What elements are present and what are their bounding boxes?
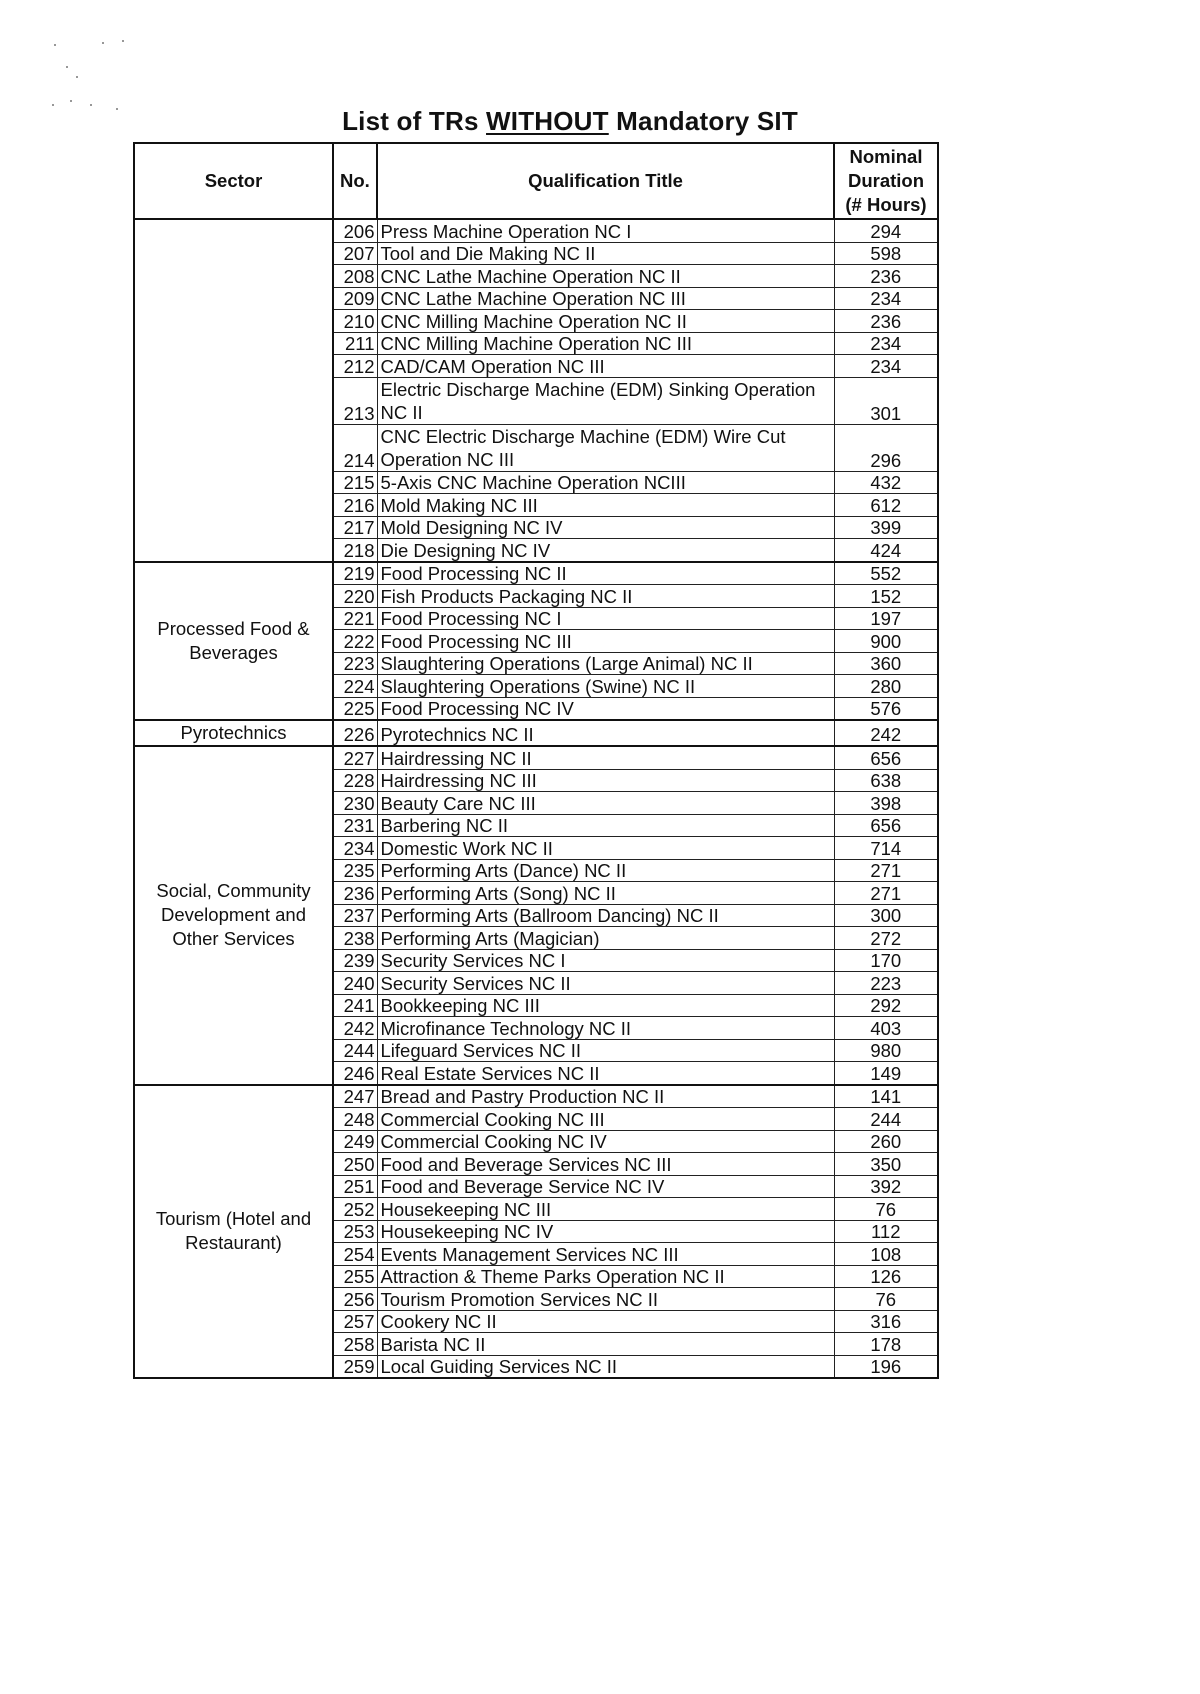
qualification-no-cell: 252 bbox=[333, 1198, 377, 1221]
qualification-no-cell: 234 bbox=[333, 837, 377, 860]
qualification-title-cell: Cookery NC II bbox=[377, 1310, 834, 1333]
qualification-title-cell: Food Processing NC I bbox=[377, 607, 834, 630]
qualification-title-cell: Attraction & Theme Parks Operation NC II bbox=[377, 1265, 834, 1288]
header-qualification-title: Qualification Title bbox=[377, 143, 834, 219]
duration-hours-cell: 399 bbox=[834, 516, 938, 539]
qualification-no-cell: 251 bbox=[333, 1175, 377, 1198]
title-underlined-word: WITHOUT bbox=[486, 106, 609, 136]
qualification-title-cell: Domestic Work NC II bbox=[377, 837, 834, 860]
qualification-title-cell: Slaughtering Operations (Large Animal) NC II bbox=[377, 652, 834, 675]
qualification-title-cell: Lifeguard Services NC II bbox=[377, 1039, 834, 1062]
duration-hours-cell: 242 bbox=[834, 720, 938, 746]
qualification-no-cell: 254 bbox=[333, 1243, 377, 1266]
duration-hours-cell: 292 bbox=[834, 994, 938, 1017]
qualification-title-cell: Food Processing NC IV bbox=[377, 697, 834, 720]
qualification-no-cell: 216 bbox=[333, 494, 377, 517]
duration-hours-cell: 112 bbox=[834, 1220, 938, 1243]
qualification-title-cell: Bread and Pastry Production NC II bbox=[377, 1085, 834, 1108]
header-no: No. bbox=[333, 143, 377, 219]
duration-hours-cell: 76 bbox=[834, 1288, 938, 1311]
duration-hours-cell: 236 bbox=[834, 310, 938, 333]
table-row bbox=[134, 562, 938, 585]
qualification-title-cell: Beauty Care NC III bbox=[377, 792, 834, 815]
qualification-title-cell: Performing Arts (Dance) NC II bbox=[377, 859, 834, 882]
qualification-title-cell: Electric Discharge Machine (EDM) Sinking Operation NC II bbox=[377, 377, 834, 424]
title-part-1: List of TRs bbox=[342, 106, 487, 136]
table-row bbox=[134, 746, 938, 769]
qualification-title-cell: Food Processing NC III bbox=[377, 630, 834, 653]
duration-hours-cell: 398 bbox=[834, 792, 938, 815]
qualification-no-cell: 228 bbox=[333, 769, 377, 792]
duration-hours-cell: 234 bbox=[834, 355, 938, 378]
table-row bbox=[134, 219, 938, 242]
qualification-no-cell: 258 bbox=[333, 1333, 377, 1356]
qualification-title-cell: Local Guiding Services NC II bbox=[377, 1355, 834, 1378]
qualification-no-cell: 224 bbox=[333, 675, 377, 698]
duration-hours-cell: 900 bbox=[834, 630, 938, 653]
qualification-no-cell: 230 bbox=[333, 792, 377, 815]
qualification-no-cell: 239 bbox=[333, 949, 377, 972]
duration-hours-cell: 152 bbox=[834, 585, 938, 608]
qualification-title-cell: Barbering NC II bbox=[377, 814, 834, 837]
qualification-no-cell: 247 bbox=[333, 1085, 377, 1108]
qualification-no-cell: 246 bbox=[333, 1062, 377, 1085]
table-body bbox=[134, 219, 938, 1378]
qualification-title-cell: Microfinance Technology NC II bbox=[377, 1017, 834, 1040]
duration-hours-cell: 108 bbox=[834, 1243, 938, 1266]
qualification-no-cell: 227 bbox=[333, 746, 377, 769]
qualification-title-cell: 5-Axis CNC Machine Operation NCIII bbox=[377, 471, 834, 494]
qualification-title-cell: Security Services NC I bbox=[377, 949, 834, 972]
document-title bbox=[0, 106, 1200, 137]
qualification-no-cell: 235 bbox=[333, 859, 377, 882]
qualification-title-cell: Performing Arts (Song) NC II bbox=[377, 882, 834, 905]
qualification-no-cell: 210 bbox=[333, 310, 377, 333]
duration-hours-cell: 980 bbox=[834, 1039, 938, 1062]
sector-cell: Processed Food & Beverages bbox=[134, 562, 333, 721]
qualification-no-cell: 209 bbox=[333, 287, 377, 310]
qualification-no-cell: 215 bbox=[333, 471, 377, 494]
qualification-no-cell: 208 bbox=[333, 265, 377, 288]
duration-hours-cell: 234 bbox=[834, 287, 938, 310]
qualification-title-cell: Food and Beverage Services NC III bbox=[377, 1153, 834, 1176]
header-sector: Sector bbox=[134, 143, 333, 219]
qualification-title-cell: Slaughtering Operations (Swine) NC II bbox=[377, 675, 834, 698]
duration-hours-cell: 196 bbox=[834, 1355, 938, 1378]
duration-hours-cell: 294 bbox=[834, 219, 938, 242]
duration-hours-cell: 280 bbox=[834, 675, 938, 698]
qualification-no-cell: 223 bbox=[333, 652, 377, 675]
qualification-title-cell: Tool and Die Making NC II bbox=[377, 242, 834, 265]
duration-hours-cell: 656 bbox=[834, 814, 938, 837]
qualification-title-cell: Events Management Services NC III bbox=[377, 1243, 834, 1266]
duration-hours-cell: 149 bbox=[834, 1062, 938, 1085]
qualification-title-cell: CAD/CAM Operation NC III bbox=[377, 355, 834, 378]
duration-hours-cell: 76 bbox=[834, 1198, 938, 1221]
qualification-no-cell: 257 bbox=[333, 1310, 377, 1333]
qualification-title-cell: CNC Electric Discharge Machine (EDM) Wire Cut Operation NC III bbox=[377, 424, 834, 471]
qualification-title-cell: Commercial Cooking NC IV bbox=[377, 1130, 834, 1153]
duration-hours-cell: 296 bbox=[834, 424, 938, 471]
qualification-title-cell: Food Processing NC II bbox=[377, 562, 834, 585]
qualification-title-cell: Performing Arts (Magician) bbox=[377, 927, 834, 950]
duration-hours-cell: 300 bbox=[834, 904, 938, 927]
tr-table bbox=[133, 142, 939, 1379]
qualification-title-cell: CNC Lathe Machine Operation NC III bbox=[377, 287, 834, 310]
qualification-title-cell: Die Designing NC IV bbox=[377, 539, 834, 562]
header-duration-line-1: Nominal bbox=[849, 146, 923, 167]
qualification-title-cell: CNC Milling Machine Operation NC III bbox=[377, 332, 834, 355]
qualification-no-cell: 249 bbox=[333, 1130, 377, 1153]
duration-hours-cell: 260 bbox=[834, 1130, 938, 1153]
duration-hours-cell: 392 bbox=[834, 1175, 938, 1198]
qualification-no-cell: 256 bbox=[333, 1288, 377, 1311]
qualification-no-cell: 213 bbox=[333, 377, 377, 424]
qualification-no-cell: 237 bbox=[333, 904, 377, 927]
qualification-no-cell: 240 bbox=[333, 972, 377, 995]
duration-hours-cell: 234 bbox=[834, 332, 938, 355]
qualification-no-cell: 253 bbox=[333, 1220, 377, 1243]
qualification-no-cell: 214 bbox=[333, 424, 377, 471]
qualification-no-cell: 248 bbox=[333, 1108, 377, 1131]
qualification-no-cell: 221 bbox=[333, 607, 377, 630]
qualification-no-cell: 207 bbox=[333, 242, 377, 265]
title-part-2: Mandatory SIT bbox=[608, 106, 798, 136]
duration-hours-cell: 236 bbox=[834, 265, 938, 288]
duration-hours-cell: 301 bbox=[834, 377, 938, 424]
qualification-no-cell: 226 bbox=[333, 720, 377, 746]
duration-hours-cell: 598 bbox=[834, 242, 938, 265]
duration-hours-cell: 197 bbox=[834, 607, 938, 630]
duration-hours-cell: 350 bbox=[834, 1153, 938, 1176]
qualification-no-cell: 242 bbox=[333, 1017, 377, 1040]
sector-cell: Tourism (Hotel and Restaurant) bbox=[134, 1085, 333, 1379]
duration-hours-cell: 271 bbox=[834, 859, 938, 882]
qualification-title-cell: Hairdressing NC II bbox=[377, 746, 834, 769]
table-row bbox=[134, 1085, 938, 1108]
qualification-title-cell: Housekeeping NC III bbox=[377, 1198, 834, 1221]
qualification-no-cell: 225 bbox=[333, 697, 377, 720]
duration-hours-cell: 141 bbox=[834, 1085, 938, 1108]
qualification-no-cell: 231 bbox=[333, 814, 377, 837]
sector-cell bbox=[134, 219, 333, 562]
qualification-no-cell: 219 bbox=[333, 562, 377, 585]
duration-hours-cell: 612 bbox=[834, 494, 938, 517]
duration-hours-cell: 714 bbox=[834, 837, 938, 860]
duration-hours-cell: 432 bbox=[834, 471, 938, 494]
qualification-no-cell: 244 bbox=[333, 1039, 377, 1062]
sector-cell: Pyrotechnics bbox=[134, 720, 333, 746]
duration-hours-cell: 552 bbox=[834, 562, 938, 585]
qualification-title-cell: Mold Making NC III bbox=[377, 494, 834, 517]
qualification-title-cell: Barista NC II bbox=[377, 1333, 834, 1356]
duration-hours-cell: 271 bbox=[834, 882, 938, 905]
qualification-no-cell: 220 bbox=[333, 585, 377, 608]
qualification-no-cell: 212 bbox=[333, 355, 377, 378]
qualification-no-cell: 255 bbox=[333, 1265, 377, 1288]
qualification-no-cell: 217 bbox=[333, 516, 377, 539]
qualification-title-cell: Bookkeeping NC III bbox=[377, 994, 834, 1017]
qualification-title-cell: Food and Beverage Service NC IV bbox=[377, 1175, 834, 1198]
qualification-no-cell: 222 bbox=[333, 630, 377, 653]
qualification-title-cell: Performing Arts (Ballroom Dancing) NC II bbox=[377, 904, 834, 927]
duration-hours-cell: 576 bbox=[834, 697, 938, 720]
duration-hours-cell: 638 bbox=[834, 769, 938, 792]
qualification-title-cell: Hairdressing NC III bbox=[377, 769, 834, 792]
duration-hours-cell: 244 bbox=[834, 1108, 938, 1131]
duration-hours-cell: 424 bbox=[834, 539, 938, 562]
qualification-no-cell: 259 bbox=[333, 1355, 377, 1378]
duration-hours-cell: 126 bbox=[834, 1265, 938, 1288]
qualification-no-cell: 211 bbox=[333, 332, 377, 355]
sector-cell: Social, Community Development and Other Services bbox=[134, 746, 333, 1085]
qualification-title-cell: Tourism Promotion Services NC II bbox=[377, 1288, 834, 1311]
qualification-no-cell: 250 bbox=[333, 1153, 377, 1176]
duration-hours-cell: 403 bbox=[834, 1017, 938, 1040]
qualification-title-cell: Commercial Cooking NC III bbox=[377, 1108, 834, 1131]
duration-hours-cell: 316 bbox=[834, 1310, 938, 1333]
header-duration-line-3: (# Hours) bbox=[845, 194, 927, 215]
header-nominal-duration bbox=[834, 143, 938, 219]
qualification-title-cell: Housekeeping NC IV bbox=[377, 1220, 834, 1243]
duration-hours-cell: 170 bbox=[834, 949, 938, 972]
qualification-title-cell: Real Estate Services NC II bbox=[377, 1062, 834, 1085]
header-duration-line-2: Duration bbox=[847, 170, 925, 191]
qualification-no-cell: 206 bbox=[333, 219, 377, 242]
qualification-title-cell: CNC Lathe Machine Operation NC II bbox=[377, 265, 834, 288]
qualification-title-cell: Press Machine Operation NC I bbox=[377, 219, 834, 242]
qualification-title-cell: Security Services NC II bbox=[377, 972, 834, 995]
qualification-title-cell: Fish Products Packaging NC II bbox=[377, 585, 834, 608]
tr-table-container bbox=[133, 142, 939, 1379]
table-header-row bbox=[134, 143, 938, 219]
qualification-no-cell: 218 bbox=[333, 539, 377, 562]
qualification-no-cell: 241 bbox=[333, 994, 377, 1017]
qualification-title-cell: Pyrotechnics NC II bbox=[377, 720, 834, 746]
duration-hours-cell: 272 bbox=[834, 927, 938, 950]
duration-hours-cell: 656 bbox=[834, 746, 938, 769]
duration-hours-cell: 360 bbox=[834, 652, 938, 675]
duration-hours-cell: 178 bbox=[834, 1333, 938, 1356]
duration-hours-cell: 223 bbox=[834, 972, 938, 995]
qualification-title-cell: CNC Milling Machine Operation NC II bbox=[377, 310, 834, 333]
qualification-title-cell: Mold Designing NC IV bbox=[377, 516, 834, 539]
qualification-no-cell: 238 bbox=[333, 927, 377, 950]
qualification-no-cell: 236 bbox=[333, 882, 377, 905]
table-row bbox=[134, 720, 938, 746]
